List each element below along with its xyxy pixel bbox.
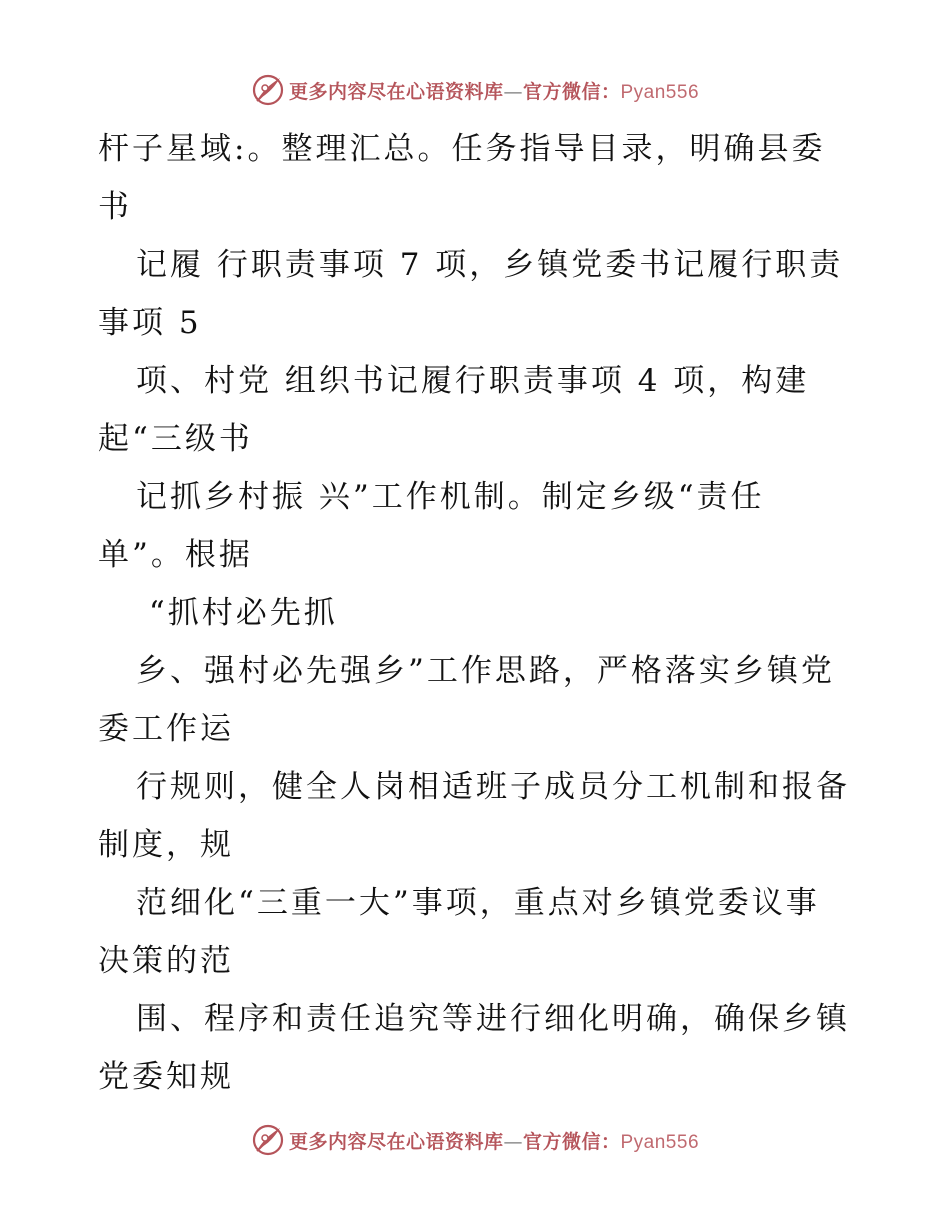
body-line: 事项 5 (98, 305, 202, 341)
body-line: 决策的范 (98, 943, 234, 979)
body-line: 项、村党 组织书记履行职责事项 4 项，构建 (136, 363, 810, 399)
header-contact-label: 官方微信： (522, 80, 621, 103)
body-line: 制度，规 (98, 827, 234, 863)
footer-contact-label: 官方微信： (522, 1130, 621, 1153)
body-line: 行规则，健全人岗相适班子成员分工机制和报备 (136, 769, 850, 805)
footer-contact-handle: Pyan556 (620, 1131, 700, 1153)
footer-banner (0, 1120, 950, 1160)
body-line: 书 (98, 189, 132, 225)
body-line: 委工作运 (98, 711, 234, 747)
quill-logo-icon (251, 73, 285, 107)
body-line: 杆子星域:。整理汇总。任务指导目录，明确县委 (98, 131, 826, 167)
body-line: 乡、强村必先强乡”工作思路，严格落实乡镇党 (136, 653, 835, 689)
body-line: 党委知规 (98, 1059, 234, 1095)
footer-separator: — (503, 1130, 523, 1153)
body-line: 记抓乡村振 兴”工作机制。制定乡级“责任 (136, 479, 765, 515)
body-line: 单”。根据 (98, 537, 253, 573)
body-line: 围、程序和责任追究等进行细化明确，确保乡镇 (136, 1001, 850, 1037)
header-text (289, 77, 699, 104)
header-separator: — (503, 80, 523, 103)
footer-text (289, 1127, 699, 1154)
quill-logo-icon (251, 1123, 285, 1157)
body-line: 范细化“三重一大”事项，重点对乡镇党委议事 (136, 885, 820, 921)
body-line: 起“三级书 (98, 421, 253, 457)
header-contact-handle: Pyan556 (620, 81, 700, 103)
footer-brand: 更多内容尽在心语资料库 (288, 1130, 504, 1153)
header-brand: 更多内容尽在心语资料库 (288, 80, 504, 103)
header-banner (0, 70, 950, 110)
body-line: 记履 行职责事项 7 项，乡镇党委书记履行职责 (136, 247, 844, 283)
document-body (98, 120, 858, 1106)
body-line: “抓村必先抓 (136, 595, 338, 631)
